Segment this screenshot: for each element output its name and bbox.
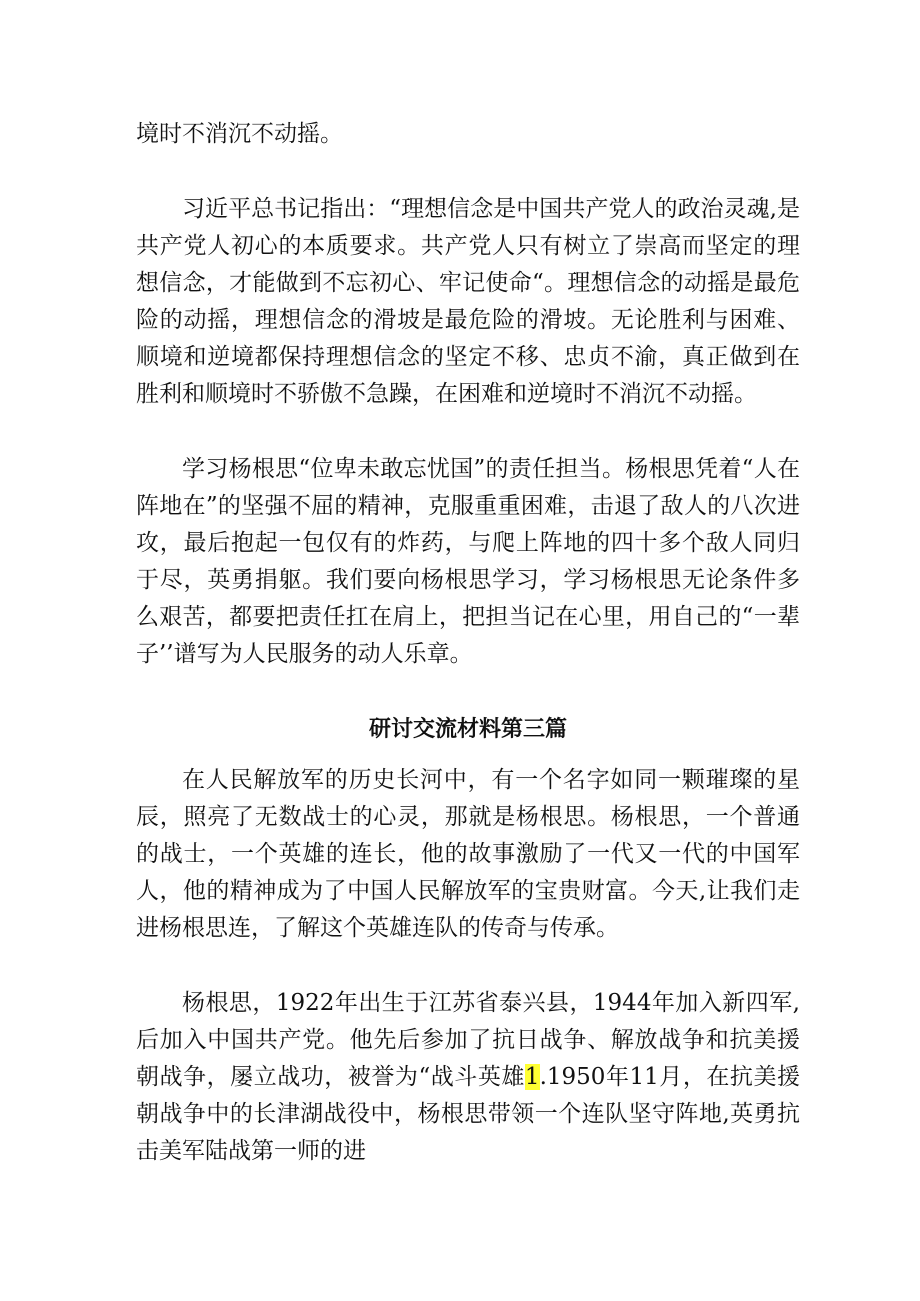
paragraph-responsibility: 学习杨根思“位卑未敢忘忧国”的责任担当。杨根思凭着“人在阵地在”的坚强不屈的精神，克服重重困难，击退了敌人的八次进攻，最后抱起一包仅有的炸药，与爬上阵地的四十多个敌人同归于尽，英勇捐躯。我们要向杨根思学习，学习杨根思无论条件多么艰苦，都要把责任扛在肩上，把担当记在心里，用自己的“一辈子’’谱写为人民服务的动人乐章。 — [136, 456, 800, 667]
paragraph-ideals: 习近平总书记指出：“理想信念是中国共产党人的政治灵魂,是共产党人初心的本质要求。共产党人只有树立了崇高而坚定的理想信念，才能做到不忘初心、牢记使命“。理想信念的动摇是最危险的动摇，理想信念的滑坡是最危险的滑坡。无论胜利与困难、顺境和逆境都保持理想信念的坚定不移、忠贞不渝，真正做到在胜利和顺境时不骄傲不急躁，在困难和逆境时不消沉不动摇。 — [136, 196, 800, 407]
biography-text-end: .1950年11月，在抗美援朝战争中的长津湖战役中，杨根思带领一个连队坚守阵地,英勇抗击美军陆战第一师的进 — [136, 1064, 800, 1164]
paragraph-continuation: 境时不消沉不动摇。 — [136, 121, 343, 147]
paragraph-biography — [136, 985, 800, 1170]
highlighted-text: 1 — [524, 1064, 540, 1090]
section-heading: 研讨交流材料第三篇 — [368, 717, 567, 742]
paragraph-introduction: 在人民解放军的历史长河中，有一个名字如同一颗璀璨的星辰，照亮了无数战士的心灵，那就是杨根思。杨根思，一个普通的战士，一个英雄的连长，他的故事激励了一代又一代的中国军人，他的精神成为了中国人民解放军的宝贵财富。今天,让我们走进杨根思连，了解这个英雄连队的传奇与传承。 — [136, 767, 800, 941]
biography-text-start: 杨根思，1922年出生于江苏省泰兴县，1944年加入新四军,后加入中国共产党。他先后参加了抗日战争、解放战争和抗美援朝战争，屡立战功，被誉为“战斗英雄 — [136, 990, 800, 1090]
